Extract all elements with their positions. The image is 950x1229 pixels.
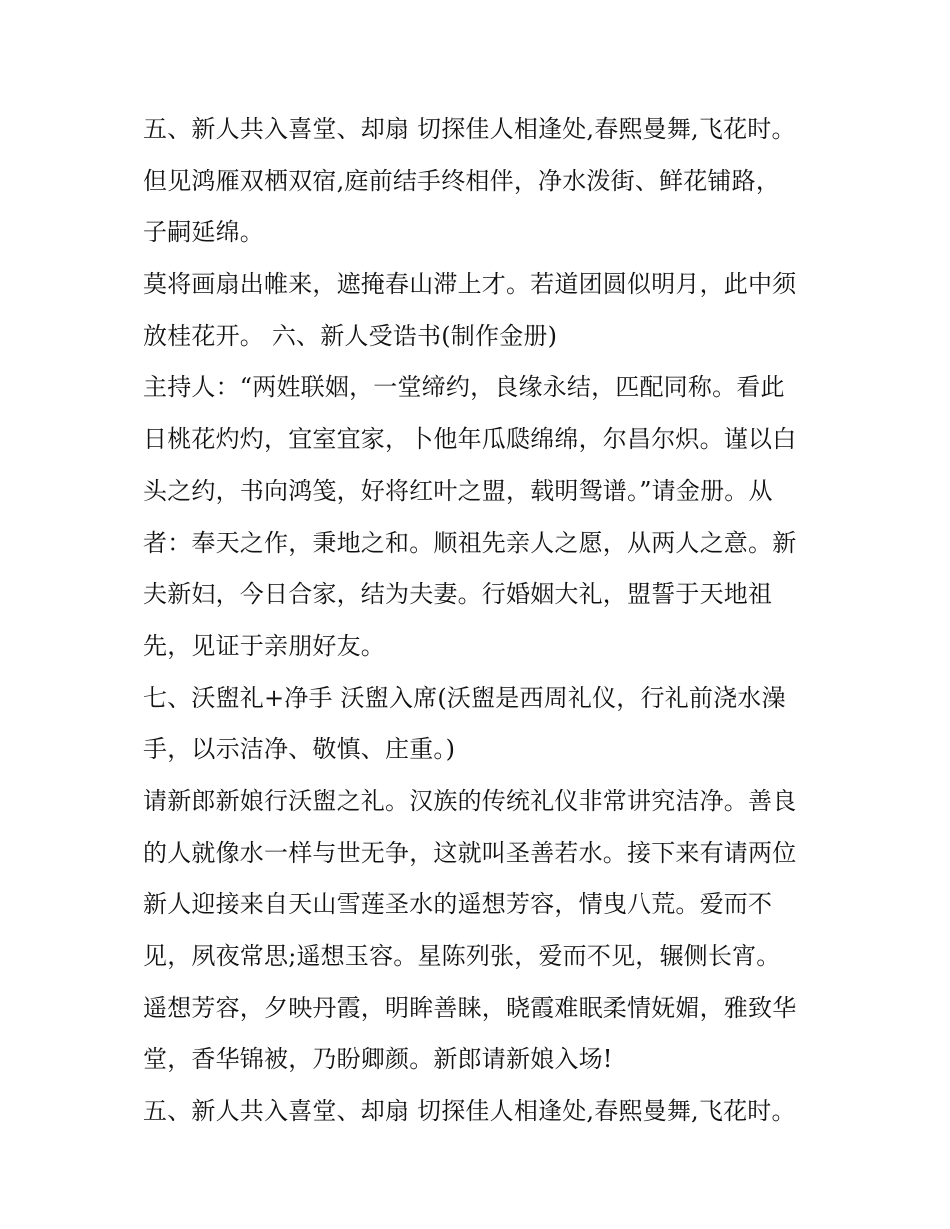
text-line: 见，夙夜常思;遥想玉容。星陈列张，爱而不见，辗侧长宵。 — [143, 942, 781, 970]
text-line: 夫新妇，今日合家，结为夫妻。行婚姻大礼，盟誓于天地祖 — [143, 580, 773, 609]
text-line: 莫将画扇出帷来，遮掩春山滞上才。若道团圆似明月，此中须 — [143, 270, 797, 299]
text-line: 放桂花开。 六、新人受诰书(制作金册) — [143, 321, 558, 350]
text-line: 五、新人共入喜堂、却扇 切探佳人相逢处,春熙曼舞,飞花时。 — [143, 115, 796, 143]
text-line: 日桃花灼灼，宜室宜家，卜他年瓜瓞绵绵，尔昌尔炽。谨以白 — [143, 425, 797, 454]
text-line: 子嗣延绵。 — [143, 218, 264, 247]
document-body — [143, 104, 823, 1138]
text-line: 但见鸿雁双栖双宿,庭前结手终相伴，净水泼街、鲜花铺路， — [143, 166, 781, 195]
text-line: 新人迎接来自天山雪莲圣水的遥想芳容，情曳八荒。爱而不 — [143, 890, 773, 919]
text-line: 五、新人共入喜堂、却扇 切探佳人相逢处,春熙曼舞,飞花时。 — [143, 1097, 796, 1126]
text-line: 者：奉天之作，秉地之和。顺祖先亲人之愿，从两人之意。新 — [143, 528, 797, 557]
text-line: 请新郎新娘行沃盥之礼。汉族的传统礼仪非常讲究洁净。善良 — [143, 786, 797, 815]
text-line: 先，见证于亲朋好友。 — [143, 631, 385, 660]
text-line: 手，以示洁净、敬慎、庄重。) — [143, 735, 456, 764]
text-line: 头之约，书向鸿笺，好将红叶之盟，载明鸳谱。”请金册。从 — [143, 476, 773, 505]
text-line: 堂，香华锦被，乃盼卿颜。新郎请新娘入场! — [143, 1045, 613, 1074]
text-line: 七、沃盥礼+净手 沃盥入席(沃盥是西周礼仪，行礼前浇水澡 — [143, 683, 786, 712]
text-line: 遥想芳容，夕映丹霞，明眸善睐，晓霞难眠柔情妩媚，雅致华 — [143, 993, 797, 1022]
text-line: 的人就像水一样与世无争，这就叫圣善若水。接下来有请两位 — [143, 838, 797, 867]
text-line: 主持人：“两姓联姻，一堂缔约，良缘永结，匹配同称。看此 — [143, 373, 785, 402]
